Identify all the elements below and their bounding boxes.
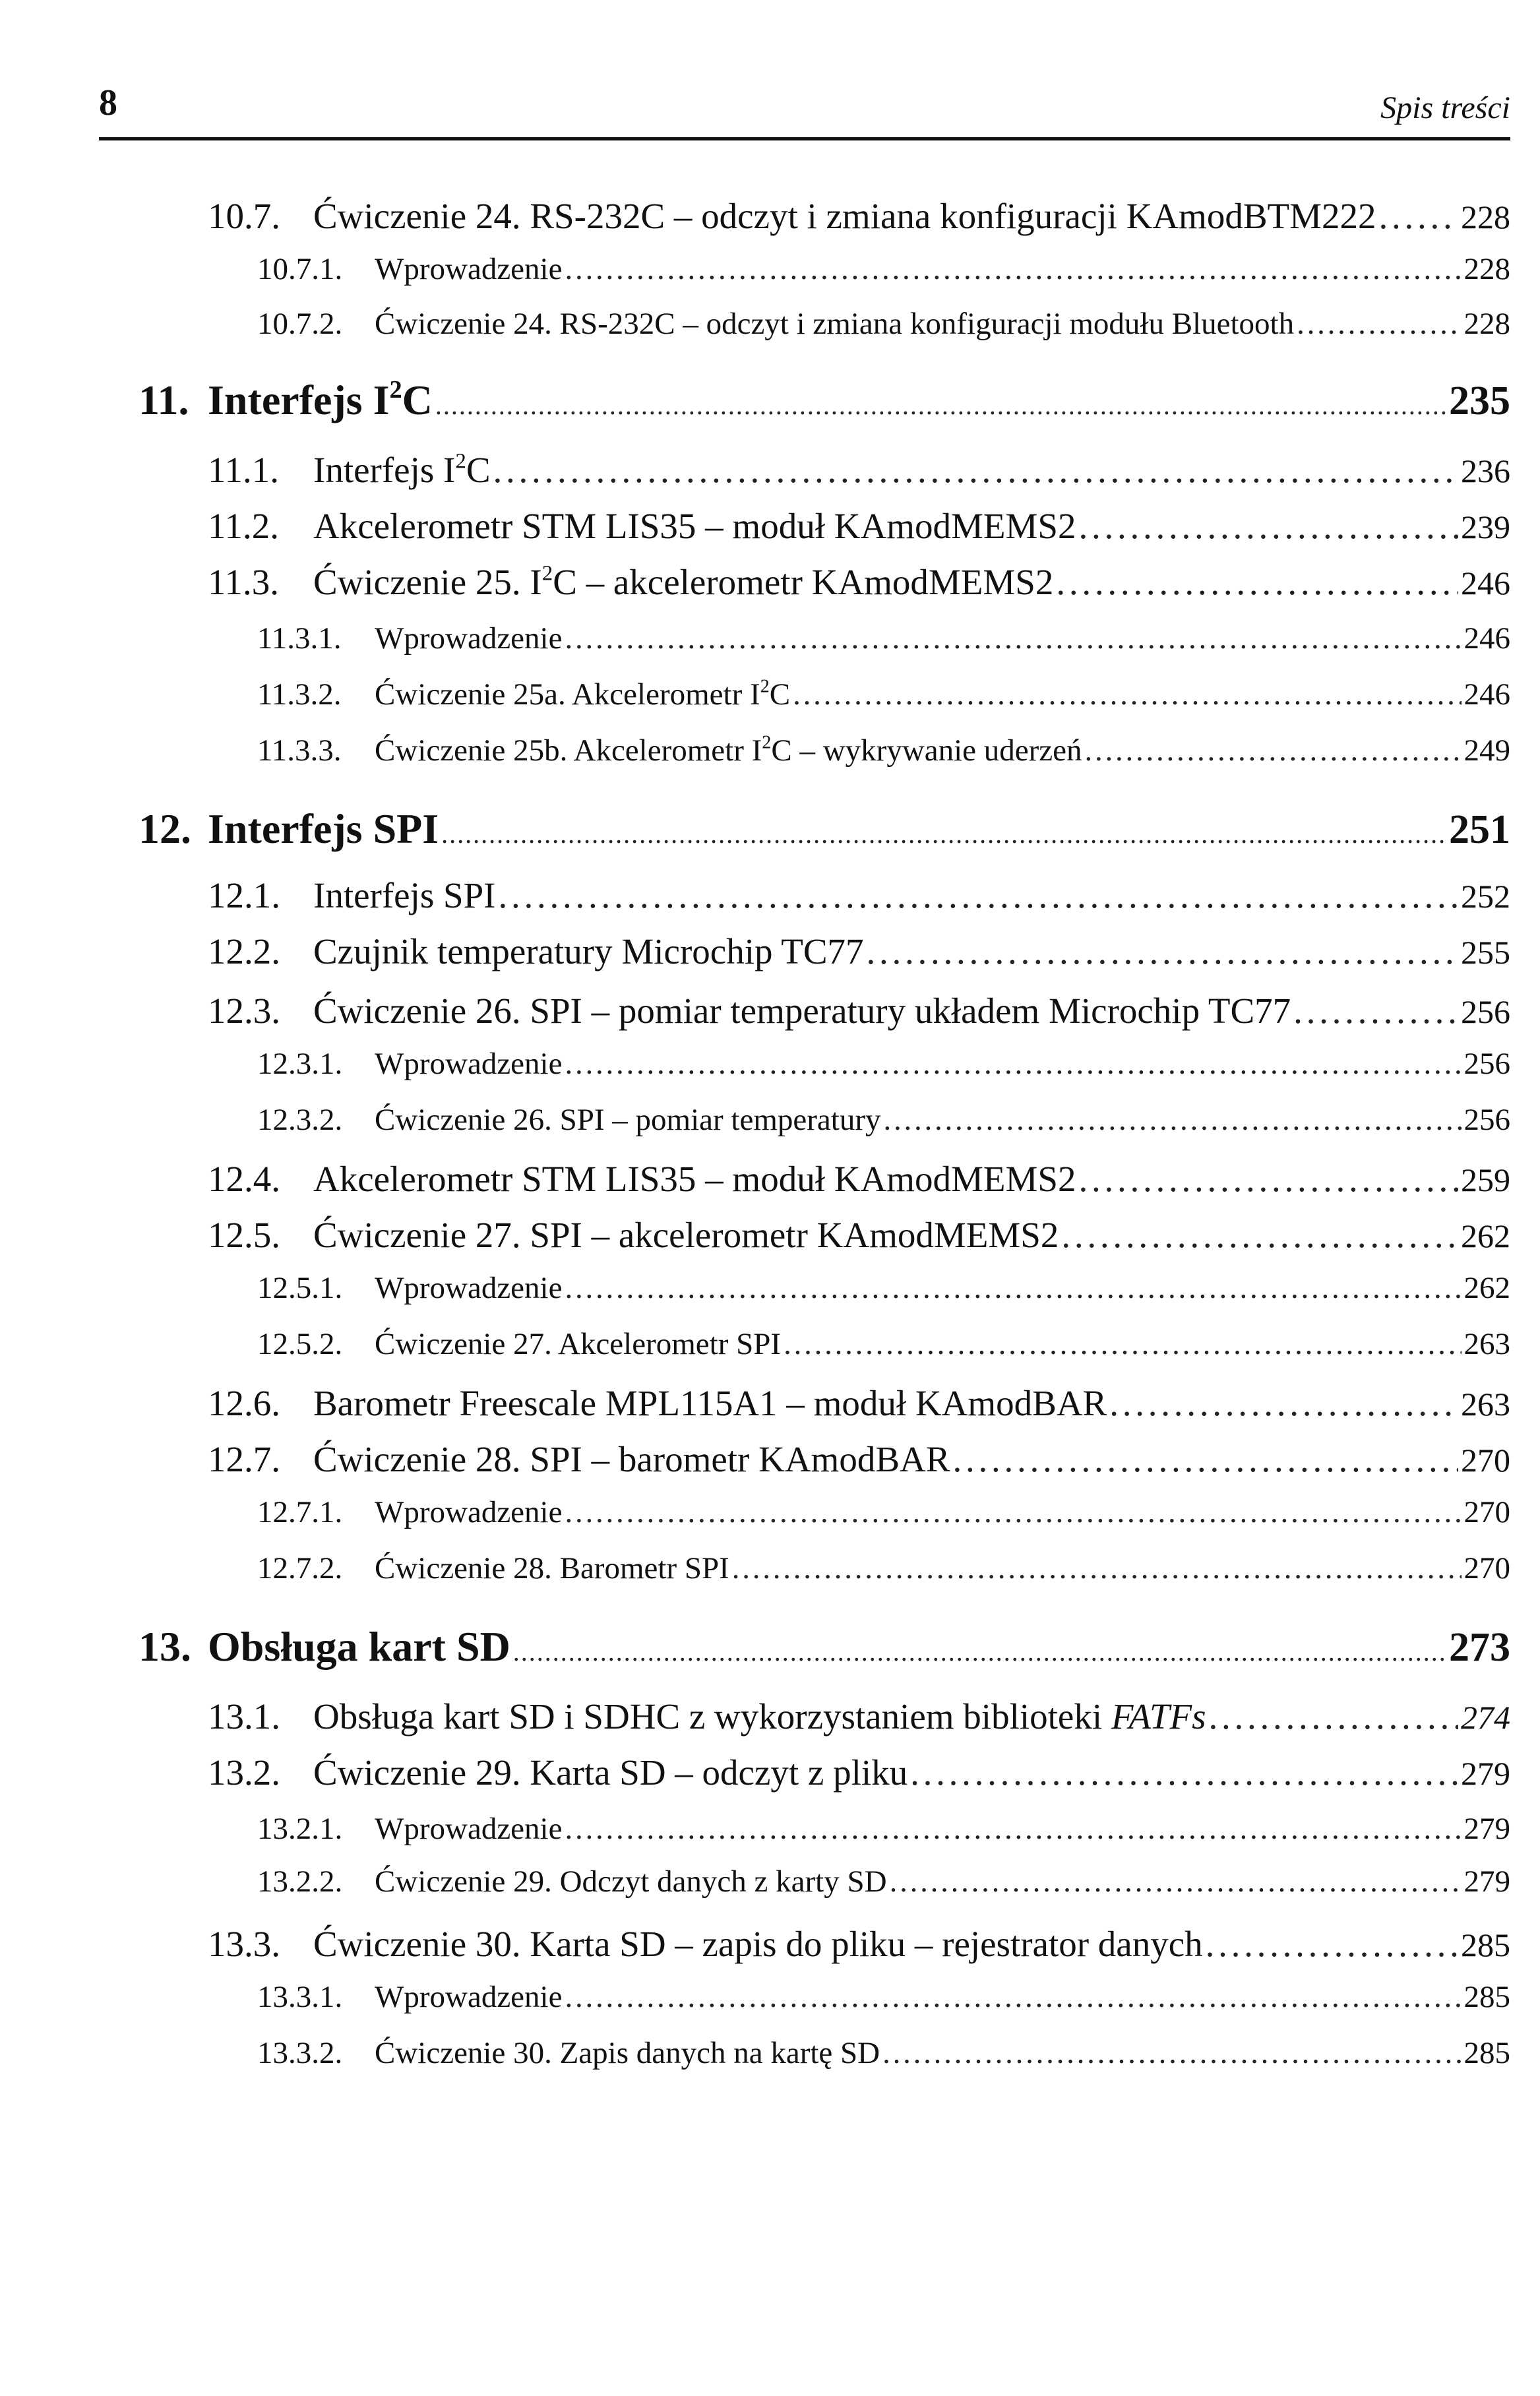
toc-entry-page: 256 [1463,1047,1510,1081]
toc-entry-number: 12.2. [208,931,280,971]
toc-entry-number: 12.7.1. [257,1495,343,1529]
toc-entry-number: 12.6. [208,1383,280,1423]
toc-entry[interactable] [257,732,1510,768]
toc-entry-title: Ćwiczenie 26. SPI – pomiar temperatury [375,1103,881,1137]
toc-leader-dots [1078,508,1458,544]
toc-entry-number: 10.7.1. [257,252,343,286]
toc-entry-title: Interfejs $I^2C$ [313,449,491,490]
toc-entry-page: 263 [1463,1327,1510,1361]
toc-leader-dots [565,254,1461,285]
toc-entry[interactable] [257,309,1510,340]
toc-entry-page: 256 [1463,1103,1510,1137]
toc-entry-number: 13.3.1. [257,1980,343,2014]
toc-entry-page: 235 [1449,379,1510,423]
toc-entry-number: 13.2. [208,1752,280,1793]
toc-entry-title: Obsługa kart SD [208,1623,510,1670]
toc-entry[interactable] [208,1385,1510,1421]
toc-leader-dots [890,1866,1462,1897]
toc-entry-page: 279 [1463,1812,1510,1846]
toc-leader-dots [1379,198,1458,234]
toc-entry-number: 10.7.2. [257,307,343,341]
toc-entry-title: Ćwiczenie 30. Karta SD – zapis do pliku – rejestrator danych [313,1924,1203,1964]
toc-entry-title: Ćwiczenie 24. RS-232C – odczyt i zmiana konfiguracji KAmodBTM222 [313,196,1376,236]
toc-entry-title: Ćwiczenie 25. $I^2C$ – akcelerometr KAmodMEMS2 [313,561,1054,602]
toc-leader-dots [1209,1698,1458,1735]
toc-entry-number: 13.3.2. [257,2036,343,2070]
toc-entry-page: 249 [1463,733,1510,768]
toc-entry[interactable] [257,2038,1510,2069]
toc-entry-page: 262 [1461,1217,1510,1254]
toc-entry-page: 239 [1461,508,1510,545]
toc-entry-title: Ćwiczenie 29. Karta SD – odczyt z pliku [313,1752,908,1793]
toc-entry-title: Ćwiczenie 30. Zapis danych na kartę SD [375,2036,880,2070]
toc-entry-page: 246 [1463,621,1510,656]
toc-entry-title: Ćwiczenie 25a. Akcelerometr $I^2C$ [375,676,791,712]
toc-leader-dots [1297,309,1461,340]
toc-entry-title: Ćwiczenie 27. Akcelerometr SPI [375,1327,782,1361]
toc-entry-title: Wprowadzenie [375,1047,563,1081]
toc-leader-dots [565,1049,1461,1080]
toc-entry[interactable] [257,1273,1510,1304]
toc-entry-number: 13.2.1. [257,1812,343,1846]
toc-leader-dots [732,1553,1462,1584]
toc-entry-page: 285 [1463,1980,1510,2014]
toc-entry[interactable] [257,1982,1510,2013]
toc-entry-page: 246 [1461,565,1510,601]
toc-leader-dots [435,392,1446,419]
toc-entry[interactable] [208,1754,1510,1791]
toc-entry[interactable] [257,1105,1510,1136]
toc-leader-dots [882,2038,1461,2069]
toc-entry-page: 263 [1461,1386,1510,1423]
toc-entry-title: Ćwiczenie 26. SPI – pomiar temperatury układem Microchip TC77 [313,991,1291,1031]
toc-entry-title: Ćwiczenie 28. Barometr SPI [375,1551,729,1585]
toc-entry-number: 12.1. [208,875,280,915]
toc-entry-title: Barometr Freescale MPL115A1 – moduł KAmodBAR [313,1383,1107,1423]
toc-entry-title: Interfejs SPI [313,875,496,915]
toc-entry-title: Interfejs $I^2C$ [208,376,433,423]
toc-entry-number: 11.3.2. [257,677,342,712]
toc-entry-page: 285 [1463,2036,1510,2070]
toc-entry[interactable] [208,561,1510,602]
toc-entry-title: Wprowadzenie [375,1271,563,1305]
toc-entry-title: Ćwiczenie 25b. Akcelerometr $I^2C$ – wykrywanie uderzeń [375,732,1082,768]
toc-entry[interactable] [208,933,1510,969]
toc-leader-dots [565,1497,1461,1528]
toc-entry[interactable] [257,1814,1510,1845]
toc-entry-page: 270 [1463,1495,1510,1529]
toc-entry[interactable] [257,1553,1510,1584]
toc-leader-dots [493,452,1459,488]
toc-entry-page: 279 [1461,1755,1510,1792]
toc-entry-title: Wprowadzenie [375,1495,563,1529]
toc-entry-number: 12.7. [208,1439,280,1479]
toc-entry-number: 11.3.3. [257,733,342,768]
toc-entry[interactable] [257,676,1510,712]
toc-entry[interactable] [139,376,1510,423]
toc-entry-page: 256 [1461,993,1510,1030]
toc-entry[interactable] [139,805,1510,852]
toc-entry-number: 11. [139,377,189,423]
toc-entry-page: 273 [1449,1625,1510,1670]
toc-entry-title: Akcelerometr STM LIS35 – moduł KAmodMEMS2 [313,506,1076,546]
toc-entry[interactable] [208,1698,1510,1735]
toc-entry-page: 255 [1461,934,1510,971]
toc-entry-number: 12.3.2. [257,1103,343,1137]
toc-entry-title: Akcelerometr STM LIS35 – moduł KAmodMEMS2 [313,1159,1076,1199]
toc-entry-number: 12.4. [208,1159,280,1199]
toc-leader-dots [1293,993,1458,1029]
toc-entry-title: Interfejs SPI [208,805,439,852]
toc-leader-dots [565,1982,1461,2013]
toc-entry-page: 228 [1461,199,1510,235]
toc-entry[interactable] [208,1441,1510,1477]
toc-entry-number: 11.1. [208,450,279,490]
toc-entry-title: Wprowadzenie [375,252,563,286]
toc-entry[interactable] [257,623,1510,654]
toc-entry-title: Czujnik temperatury Microchip TC77 [313,931,864,971]
toc-leader-dots [883,1105,1461,1136]
toc-entry-number: 11.3.1. [257,621,342,656]
toc-entry-number: 13. [139,1623,191,1670]
toc-leader-dots [784,1329,1461,1360]
toc-entry-number: 13.3. [208,1924,280,1964]
toc-entry-page: 228 [1463,252,1510,286]
toc-leader-dots [565,623,1461,654]
toc-entry-page: 246 [1463,677,1510,712]
toc-entry-number: 12. [139,805,191,852]
toc-entry-number: 12.3. [208,991,280,1031]
running-header: Spis treści [1380,90,1510,125]
toc-entry-page: 259 [1461,1161,1510,1198]
toc-entry-number: 13.1. [208,1696,280,1736]
toc-entry-number: 12.5.1. [257,1271,343,1305]
toc-entry[interactable] [208,993,1510,1029]
toc-entry[interactable] [139,1623,1510,1670]
toc-leader-dots [910,1754,1458,1791]
toc-leader-dots [513,1639,1446,1665]
toc-entry-number: 11.3. [208,562,279,602]
toc-entry[interactable] [208,508,1510,544]
toc-entry-title: Wprowadzenie [375,621,563,656]
page-number: 8 [99,82,117,123]
toc-entry-title: Wprowadzenie [375,1980,563,2014]
toc-entry[interactable] [257,1866,1510,1897]
toc-leader-dots [952,1441,1458,1477]
toc-leader-dots [441,821,1446,847]
toc-entry-page: 228 [1463,307,1510,341]
toc-entry-page: 274 [1461,1699,1510,1736]
toc-entry[interactable] [208,877,1510,913]
toc-leader-dots [498,877,1458,913]
toc-entry-title: Ćwiczenie 28. SPI – barometr KAmodBAR [313,1439,950,1479]
toc-leader-dots [1109,1385,1458,1421]
toc-entry-number: 12.5.2. [257,1327,343,1361]
toc-entry-number: 10.7. [208,196,280,236]
toc-entry[interactable] [257,1497,1510,1528]
toc-leader-dots [1206,1926,1458,1962]
toc-entry[interactable] [208,1926,1510,1962]
toc-entry-page: 236 [1461,452,1510,489]
toc-entry[interactable] [208,1161,1510,1197]
toc-entry-title: Wprowadzenie [375,1812,563,1846]
toc-entry-page: 279 [1463,1864,1510,1899]
toc-leader-dots [1056,564,1458,600]
toc-entry[interactable] [257,1329,1510,1360]
toc-entry[interactable] [208,1217,1510,1253]
toc-entry[interactable] [257,1049,1510,1080]
toc-entry-page: 270 [1463,1551,1510,1585]
toc-entry-number: 11.2. [208,506,279,546]
toc-leader-dots [1061,1217,1458,1253]
toc-entry-number: 12.5. [208,1215,280,1255]
toc-entry-title: Obsługa kart SD i SDHC z wykorzystaniem biblioteki FATFs [313,1696,1206,1736]
toc-leader-dots [1085,735,1462,766]
toc-leader-dots [867,933,1458,969]
toc-entry-number: 12.7.2. [257,1551,343,1585]
toc-entry-page: 252 [1461,878,1510,915]
toc-entry-number: 12.3.1. [257,1047,343,1081]
toc-entry-page: 285 [1461,1926,1510,1963]
toc-entry-number: 13.2.2. [257,1864,343,1899]
toc-leader-dots [565,1814,1461,1845]
toc-entry-page: 262 [1463,1271,1510,1305]
toc-entry-title: Ćwiczenie 29. Odczyt danych z karty SD [375,1864,887,1899]
toc-entry-page: 251 [1449,807,1510,852]
toc-leader-dots [793,679,1461,710]
toc-entry[interactable] [208,449,1510,490]
toc-entry[interactable] [208,198,1510,234]
toc-leader-dots [1078,1161,1458,1197]
toc-entry[interactable] [257,254,1510,285]
toc-entry-title: Ćwiczenie 27. SPI – akcelerometr KAmodMEMS2 [313,1215,1059,1255]
toc-leader-dots [565,1273,1461,1304]
toc-entry-title: Ćwiczenie 24. RS-232C – odczyt i zmiana konfiguracji modułu Bluetooth [375,307,1295,341]
toc-entry-page: 270 [1461,1442,1510,1479]
